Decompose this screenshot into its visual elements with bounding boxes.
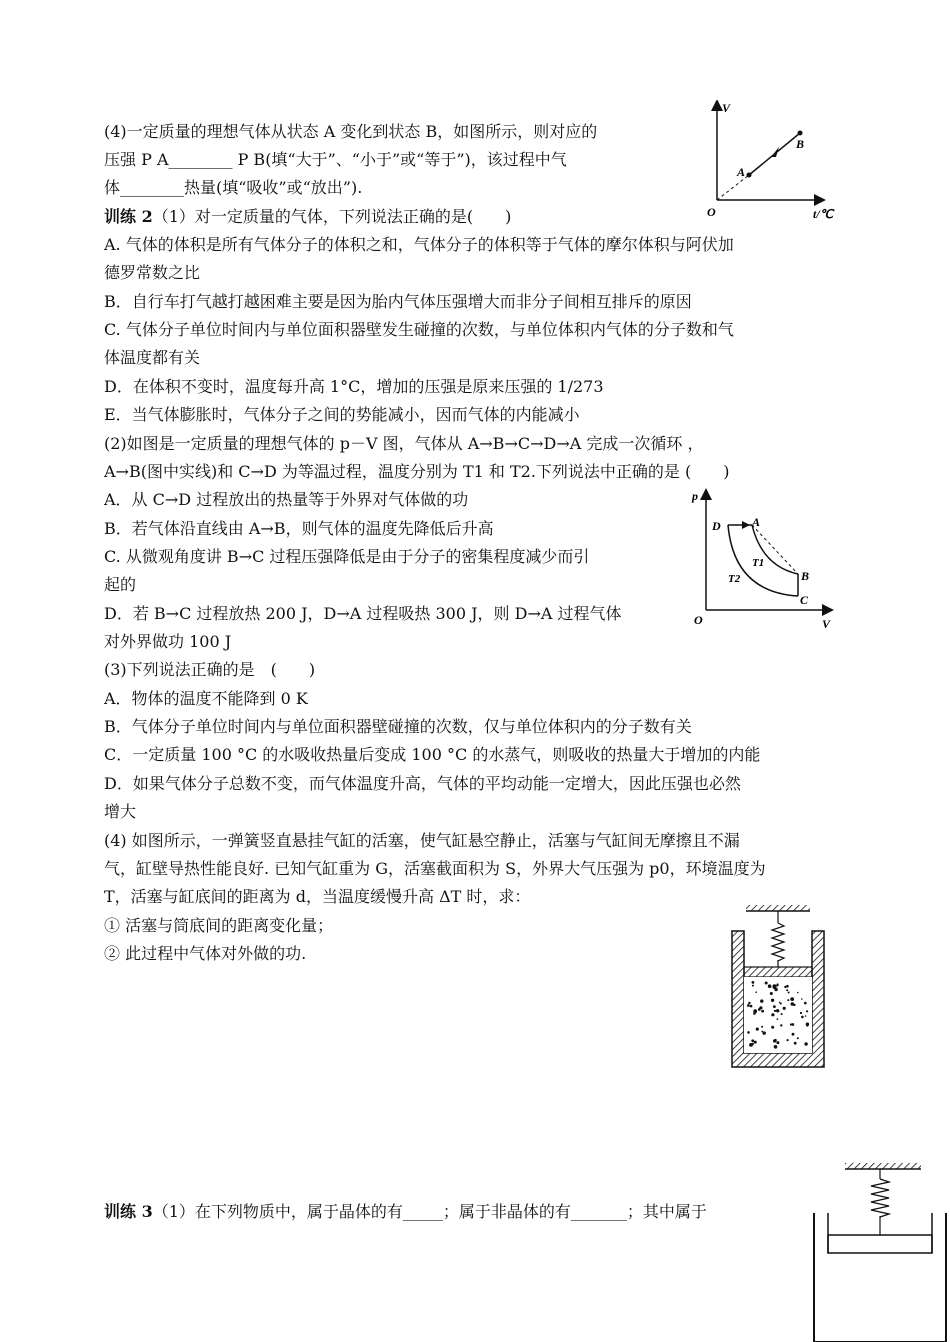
piston [744, 967, 812, 977]
t2-q2-option-c-1: C. 从微观角度讲 B→C 过程压强降低是由于分子的密集程度减少而引 [104, 547, 590, 566]
gas-molecule [791, 1002, 795, 1006]
gas-molecule [781, 1013, 783, 1015]
spring-icon [772, 923, 784, 961]
gas-molecule [806, 1010, 808, 1012]
gas-molecule [797, 1037, 799, 1039]
pv-label-a: A [752, 515, 761, 529]
gas-molecule [773, 1005, 776, 1008]
vt-point-a [747, 173, 752, 178]
gas-molecule [770, 992, 773, 995]
t2-q3-option-d-1: D．如果气体分子总数不变，而气体温度升高，气体的平均动能一定增大，因此压强也必然 [104, 774, 741, 793]
gas-molecule [752, 1043, 754, 1045]
t2-q1-option-a-1: A. 气体的体积是所有气体分子的体积之和，气体分子的体积等于气体的摩尔体积与阿伏加 [104, 235, 734, 254]
pv-label-d: D [712, 519, 721, 533]
gas-molecule [773, 1039, 776, 1042]
q4-line-2: 压强 P A________ P B(填“大于”、“小于”或“等于”)，该过程中气 [104, 150, 567, 169]
t2-q1-option-c-1: C. 气体分子单位时间内与单位面积器壁发生碰撞的次数，与单位体积内气体的分子数和气 [104, 320, 734, 339]
gas-molecule [787, 999, 789, 1001]
gas-molecule [779, 1002, 781, 1004]
gas-molecule [790, 1023, 792, 1025]
spring-beaker-figure [810, 1163, 950, 1342]
gas-molecule [800, 1012, 802, 1014]
gas-molecule [783, 1007, 786, 1010]
q4-line-3: 体________热量(填“吸收”或“放出”). [104, 178, 363, 197]
pv-label-t1: T1 [752, 557, 765, 569]
gas-molecule [774, 1010, 776, 1012]
t2-q4-line-2: 气，缸壁导热性能良好. 已知气缸重为 G，活塞截面积为 S，外界大气压强为 p0，环境温度为 [104, 859, 766, 878]
t2-q2-stem-2: A→B(图中实线)和 C→D 为等温过程，温度分别为 T1 和 T2.下列说法中正确的是 ( ) [104, 462, 730, 481]
pv-label-v: V [822, 617, 831, 631]
gas-molecule [776, 1009, 779, 1012]
gas-molecule [765, 982, 768, 985]
vt-label-v: V [722, 101, 731, 115]
pv-label-b: B [801, 569, 810, 583]
t2-q2-stem-1: (2)如图是一定质量的理想气体的 p－V 图，气体从 A→B→C→D→A 完成一次循环 ， [104, 434, 704, 453]
t2-q3-option-c: C．一定质量 100 °C 的水吸收热量后变成 100 °C 的水蒸气，则吸收的热量大于增加的内能 [104, 745, 761, 764]
gas-molecule [748, 1002, 750, 1004]
t2-q4-line-1: (4) 如图所示，一弹簧竖直悬挂气缸的活塞，使气缸悬空静止，活塞与气缸间无摩擦且不漏 [104, 831, 740, 850]
gas-molecule [773, 984, 777, 988]
inner-body [828, 1235, 932, 1253]
t2-q3-option-a: A．物体的温度不能降到 0 K [104, 689, 308, 708]
gas-molecule [804, 1002, 807, 1005]
training2-q1-stem: （1）对一定质量的气体，下列说法正确的是( ) [152, 207, 512, 226]
gas-molecule [752, 981, 755, 984]
t2-q4-item-1: ① 活塞与筒底间的距离变化量； [104, 916, 334, 935]
vt-point-b [798, 131, 803, 136]
t2-q2-option-b: B．若气体沿直线由 A→B，则气体的温度先降低后升高 [104, 519, 494, 538]
pv-label-p: p [692, 489, 698, 503]
training3-text: （1）在下列物质中，属于晶体的有_____；属于非晶体的有_______；其中属于 [152, 1202, 707, 1221]
ceiling-support [746, 905, 810, 911]
gas-molecule [750, 1005, 753, 1008]
t2-q1-option-a-2: 德罗常数之比 [104, 263, 201, 282]
gas-molecule [805, 1015, 807, 1017]
gas-molecule [763, 1031, 766, 1034]
gas-molecule [787, 1039, 789, 1041]
gas-molecule [768, 984, 772, 988]
gas-molecule [753, 1012, 756, 1015]
t2-q1-option-c-2: 体温度都有关 [104, 348, 201, 367]
gas-molecule [776, 984, 778, 986]
hanging-cylinder-figure [728, 905, 828, 1070]
gas-molecule [771, 1013, 774, 1016]
gas-molecule [751, 1039, 754, 1042]
gas-molecule [760, 999, 763, 1002]
gas-molecule [788, 992, 790, 994]
gas-molecule [774, 988, 777, 991]
gas-molecule [774, 1045, 778, 1049]
training3-heading: 训练 3 [104, 1202, 153, 1221]
gas-molecule [747, 1004, 750, 1007]
gas-molecule [804, 1042, 807, 1045]
t2-q2-option-a: A．从 C→D 过程放出的热量等于外界对气体做的功 [104, 490, 469, 509]
t2-q2-option-c-2: 起的 [104, 575, 137, 594]
gas-molecule [797, 992, 799, 994]
gas-molecule [801, 1016, 804, 1019]
vt-graph [705, 100, 845, 225]
t2-q2-option-d-1: D．若 B→C 过程放热 200 J，D→A 过程吸热 300 J，则 D→A 过程气体 [104, 604, 622, 623]
gas-molecule [784, 986, 786, 988]
vt-label-t: t/℃ [813, 207, 834, 221]
t2-q3-stem: (3)下列说法正确的是 ( ) [104, 660, 316, 679]
t2-q1-option-d: D．在体积不变时，温度每升高 1°C，增加的压强是原来压强的 1/273 [104, 377, 604, 396]
t2-q4-line-3: T，活塞与缸底间的距离为 d，当温度缓慢升高 ΔT 时，求： [104, 887, 531, 906]
gas-molecule [776, 1041, 779, 1044]
gas-molecule [747, 1031, 750, 1034]
q4-line-1: (4)一定质量的理想气体从状态 A 变化到状态 B，如图所示，则对应的 [104, 122, 598, 141]
gas-molecule [786, 989, 788, 991]
t2-q1-option-b: B．自行车打气越打越困难主要是因为胎内气体压强增大而非分子间相互排斥的原因 [104, 292, 692, 311]
t2-q4-item-2: ② 此过程中气体对外做的功. [104, 944, 307, 963]
vt-label-a: A [737, 165, 746, 179]
gas-molecule [801, 998, 803, 1000]
gas-molecule [771, 1026, 774, 1029]
training2-header [104, 207, 511, 227]
training2-heading: 训练 2 [104, 207, 153, 226]
pv-label-t2: T2 [728, 573, 741, 585]
gas-molecule [761, 1026, 763, 1028]
gas-molecule [780, 1024, 782, 1026]
pv-graph [690, 488, 840, 636]
gas-molecule [790, 997, 794, 1001]
gas-molecule [761, 1010, 764, 1013]
gas-molecule [806, 1025, 808, 1027]
pv-arrow-icon [742, 521, 750, 529]
gas-molecule [759, 1006, 762, 1009]
gas-molecule [752, 985, 754, 987]
gas-molecule [792, 1033, 795, 1036]
training3-line [104, 1202, 707, 1222]
gas-molecule [777, 1018, 779, 1020]
pv-label-c: C [800, 593, 809, 607]
t2-q3-option-b: B．气体分子单位时间内与单位面积器壁碰撞的次数，仅与单位体积内的分子数有关 [104, 717, 692, 736]
vt-label-o: O [707, 205, 716, 219]
pv-label-o: O [694, 613, 703, 627]
gas-molecule [794, 1042, 797, 1045]
gas-molecule [754, 1041, 757, 1044]
t2-q1-option-e: E．当气体膨胀时，气体分子之间的势能减小，因而气体的内能减小 [104, 405, 580, 424]
spring-icon-2 [871, 1179, 889, 1217]
gas-molecule [771, 999, 774, 1002]
gas-molecule [755, 991, 757, 993]
gas-molecule [756, 1028, 759, 1031]
t2-q3-option-d-2: 增大 [104, 802, 137, 821]
t2-q2-option-d-2: 对外界做功 100 J [104, 632, 232, 651]
ceiling-support-2 [845, 1163, 921, 1169]
vt-label-b: B [796, 137, 805, 151]
